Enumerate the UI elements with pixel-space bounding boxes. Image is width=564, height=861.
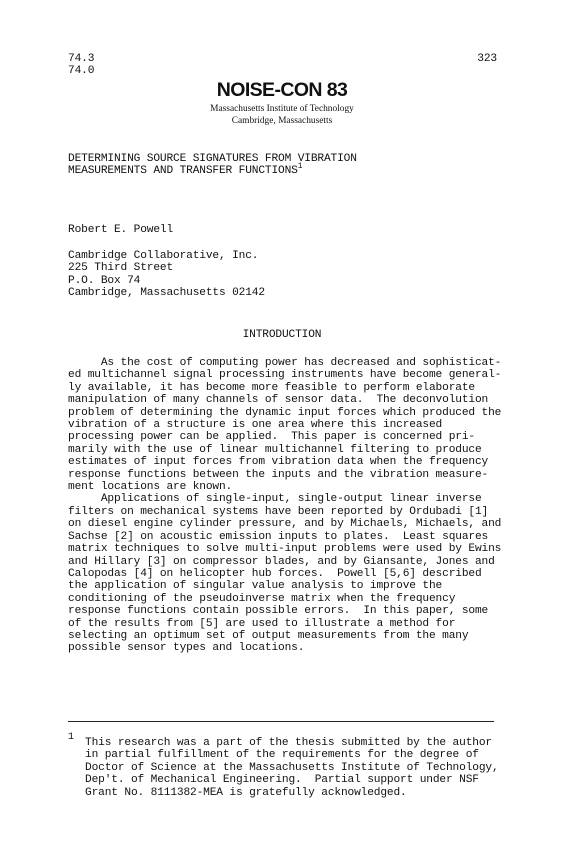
footnote-divider <box>68 721 494 722</box>
paper-title-line-1: DETERMINING SOURCE SIGNATURES FROM VIBRATION <box>68 153 357 165</box>
footnote-line: Dep't. of Mechanical Engineering. Partial support under NSF <box>85 774 479 787</box>
conference-location: Cambridge, Massachusetts <box>231 116 333 126</box>
body-text-line: problem of determining the dynamic input forces which produced the <box>68 406 502 419</box>
body-text-line: response functions between the inputs and the vibration measure- <box>68 468 489 481</box>
title-footnote-marker: 1 <box>297 162 303 172</box>
body-text-line: ed multichannel signal processing instruments have become general- <box>68 369 502 382</box>
footnote-line: Grant No. 8111382-MEA is gratefully acknowledged. <box>85 786 407 799</box>
body-text-line: response functions contain possible errors. In this paper, some <box>68 605 489 618</box>
footnote-line: Doctor of Science at the Massachusetts Institute of Technology, <box>85 761 499 774</box>
body-text-line: Sachse [2] on acoustic emission inputs to plates. Least squares <box>68 530 489 543</box>
body-text-line: possible sensor types and locations. <box>68 642 305 655</box>
conference-venue: Massachusetts Institute of Technology <box>210 104 354 114</box>
body-text-line: on diesel engine cylinder pressure, and by Michaels, Michaels, and <box>68 518 502 531</box>
body-text-line: matrix techniques to solve multi-input problems were used by Ewins <box>68 543 502 556</box>
footnote-text <box>85 737 499 799</box>
conference-title: NOISE-CON 83 <box>216 79 348 101</box>
body-text-line: ly available, it has become more feasible to perform elaborate <box>68 381 475 394</box>
session-number <box>68 53 94 78</box>
body-text-line: Calopodas [4] on helicopter hub forces. Powell [5,6] described <box>68 567 482 580</box>
paper-title-line-2 <box>68 162 357 178</box>
author-name: Robert E. Powell <box>68 224 174 236</box>
body-text-line: selecting an optimum set of output measurements from the many <box>68 629 469 642</box>
body-text-line: processing power can be applied. This paper is concerned pri- <box>68 431 475 444</box>
paper-title-line-2-text: MEASUREMENTS AND TRANSFER FUNCTIONS <box>68 165 298 178</box>
body-text-line: estimates of input forces from vibration data when the frequency <box>68 456 489 469</box>
section-heading-introduction: INTRODUCTION <box>242 329 322 341</box>
body-text-line: ment locations are known. <box>68 481 233 494</box>
affiliation-block <box>68 250 265 300</box>
paper-title <box>68 153 357 179</box>
footnote-marker: 1 <box>68 732 75 743</box>
page-number: 323 <box>477 53 497 65</box>
footnote-line: in partial fulfillment of the requirements for the degree of <box>85 749 479 762</box>
body-text-line: vibration of a structure is one area where this increased <box>68 419 443 432</box>
body-text-line: As the cost of computing power has decreased and sophisticat- <box>68 357 502 369</box>
body-text-line: and Hillary [3] on compressor blades, and by Giansante, Jones and <box>68 555 495 568</box>
affiliation-line: Cambridge, Massachusetts 02142 <box>68 287 265 300</box>
body-text-line: manipulation of many channels of sensor data. The deconvolution <box>68 394 489 407</box>
introduction-body <box>68 357 501 655</box>
body-text-line: marily with the use of linear multichannel filtering to produce <box>68 443 482 456</box>
footnote-line: This research was a part of the thesis submitted by the author <box>85 737 492 749</box>
body-text-line: of the results from [5] are used to illustrate a method for <box>68 617 456 630</box>
body-text-line: Applications of single-input, single-output linear inverse <box>68 493 482 506</box>
body-text-line: conditioning of the pseudoinverse matrix when the frequency <box>68 592 456 605</box>
affiliation-line: P.O. Box 74 <box>68 274 141 287</box>
body-text-line: the application of singular value analysis to improve the <box>68 580 443 593</box>
session-line-2: 74.0 <box>68 65 95 78</box>
affiliation-line: Cambridge Collaborative, Inc. <box>68 250 259 262</box>
affiliation-line: 225 Third Street <box>68 262 174 275</box>
body-text-line: filters on mechanical systems have been reported by Ordubadi [1] <box>68 505 489 518</box>
session-line-1: 74.3 <box>68 53 95 65</box>
